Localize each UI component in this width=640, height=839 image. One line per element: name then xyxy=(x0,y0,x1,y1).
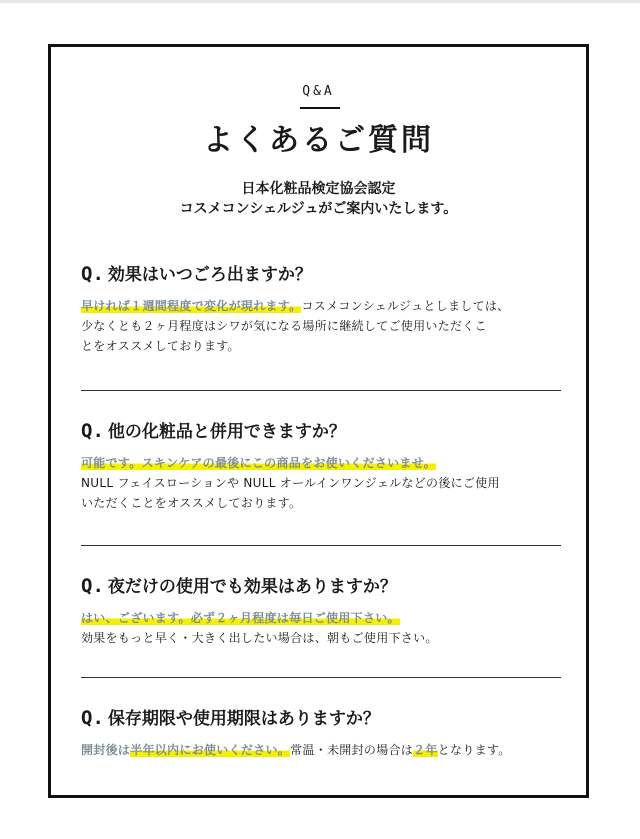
question-text: 効果はいつごろ出ますか？ xyxy=(107,265,312,285)
question-mark-label: Q. xyxy=(81,263,104,285)
top-rule xyxy=(0,0,640,3)
answer-text: 開封後は xyxy=(81,743,131,757)
answer-line: 少なくとも２ヶ月程度はシワが気になる場所に継続してご使用いただくこ xyxy=(81,319,487,333)
divider xyxy=(81,390,561,391)
faq-answer xyxy=(81,453,561,513)
faq-item xyxy=(81,574,561,648)
faq-item xyxy=(81,419,561,513)
section-label-underline xyxy=(300,107,340,109)
faq-answer xyxy=(81,296,561,356)
faq-answer xyxy=(81,740,561,760)
section-label: Q&A xyxy=(302,84,335,99)
subtitle-line-1: 日本化粧品検定協会認定 xyxy=(241,181,396,197)
answer-highlight: はい、ございます。必ず２ヶ月程度は毎日ご使用下さい。 xyxy=(81,611,400,625)
faq-item xyxy=(81,262,561,356)
answer-text: コスメコンシェルジュとしましては、 xyxy=(301,299,510,313)
faq-question xyxy=(81,419,561,443)
answer-highlight: 半年以内にお使いください。 xyxy=(130,743,291,757)
question-mark-label: Q. xyxy=(81,707,104,729)
question-text: 保存期限や使用期限はありますか？ xyxy=(107,709,380,729)
question-text: 夜だけの使用でも効果はありますか？ xyxy=(107,577,397,597)
faq-question xyxy=(81,574,561,598)
answer-line: NULL フェイスローションや NULL オールインワンジェルなどの後にご使用 xyxy=(81,476,500,490)
faq-answer xyxy=(81,608,561,648)
faq-question xyxy=(81,262,561,286)
subtitle-line-2: コスメコンシェルジュがご案内いたします。 xyxy=(179,201,458,217)
answer-highlight: 早ければ１週間程度で変化が現れます。 xyxy=(81,299,302,313)
page-title: よくあるご質問 xyxy=(203,123,434,158)
answer-highlight: ２年 xyxy=(413,743,438,757)
faq-panel xyxy=(48,44,589,798)
answer-line: いただくことをオススメしております。 xyxy=(81,496,302,510)
faq-item xyxy=(81,706,561,760)
answer-text: 常温・未開封の場合は xyxy=(290,743,414,757)
answer-line: 効果をもっと早く・大きく出したい場合は、朝もご使用下さい。 xyxy=(81,631,438,645)
answer-text: となります。 xyxy=(437,743,511,757)
answer-highlight: 可能です。スキンケアの最後にこの商品をお使いくださいませ。 xyxy=(81,456,437,470)
divider xyxy=(81,677,561,678)
question-mark-label: Q. xyxy=(81,575,104,597)
question-mark-label: Q. xyxy=(81,420,104,442)
answer-line: とをオススメしております。 xyxy=(81,339,240,353)
faq-question xyxy=(81,706,561,730)
divider xyxy=(81,545,561,546)
question-text: 他の化粧品と併用できますか？ xyxy=(107,422,346,442)
subtitle xyxy=(51,179,586,219)
